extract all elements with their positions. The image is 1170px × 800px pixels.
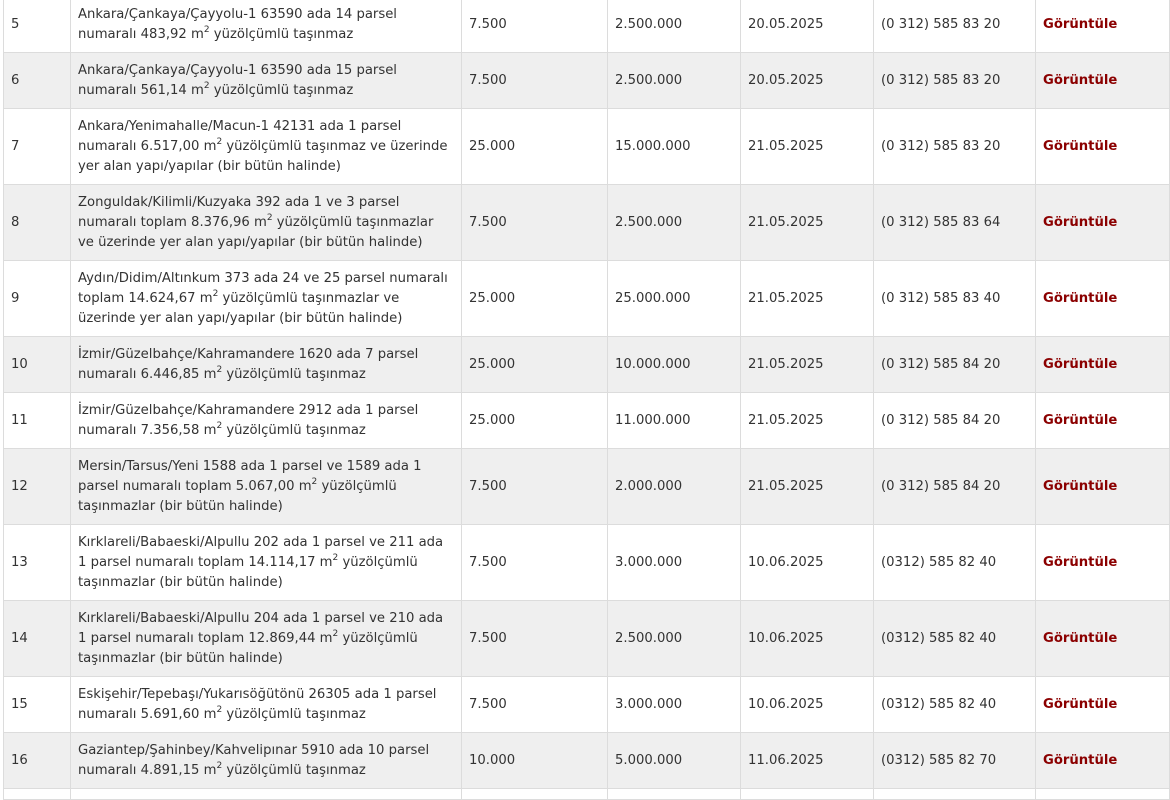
property-description <box>71 677 462 733</box>
superscript: 2 <box>311 476 318 487</box>
view-link[interactable]: Görüntüle <box>1043 630 1118 646</box>
deposit-amount: 10.000 <box>462 733 608 789</box>
table-row <box>4 53 1170 109</box>
table-row <box>4 601 1170 677</box>
superscript: 2 <box>332 552 339 563</box>
superscript: 2 <box>216 136 223 147</box>
view-link[interactable]: Görüntüle <box>1043 478 1118 494</box>
row-number: 6 <box>4 53 71 109</box>
description-text-rest: yüzölçümlü taşınmaz <box>209 83 354 98</box>
view-link[interactable]: Görüntüle <box>1043 138 1118 154</box>
description-text-rest: yüzölçümlü taşınmazlar (bir bütün halinde) <box>78 479 397 514</box>
estimated-value: 3.000.000 <box>608 525 741 601</box>
deposit-amount: 25.000 <box>462 393 608 449</box>
row-number: 14 <box>4 601 71 677</box>
description-text: İzmir/Güzelbahçe/Kahramandere 2912 ada 1 parsel numaralı 7.356,58 m <box>78 403 419 438</box>
deposit-amount: 7.500 <box>462 677 608 733</box>
deposit-amount: 7.500 <box>462 185 608 261</box>
description-text: Gaziantep/Şahinbey/Kahvelipınar 5910 ada 10 parsel numaralı 4.891,15 m <box>78 743 430 778</box>
view-cell <box>1036 449 1170 525</box>
superscript: 2 <box>203 80 210 91</box>
tender-date: 21.05.2025 <box>741 109 874 185</box>
estimated-value: 15.000.000 <box>608 109 741 185</box>
description-text-rest: yüzölçümlü taşınmazlar ve üzerinde yer alan yapı/yapılar (bir bütün halinde) <box>78 215 434 250</box>
estimated-value: 2.000.000 <box>608 449 741 525</box>
row-number: 11 <box>4 393 71 449</box>
table-row <box>4 733 1170 789</box>
phone-number: (0 312) 585 83 20 <box>874 109 1036 185</box>
description-text: Aydın/Didim/Altınkum 373 ada 24 ve 25 parsel numaralı toplam 14.624,67 m <box>78 271 448 306</box>
description-text: Kırklareli/Babaeski/Alpullu 202 ada 1 parsel ve 211 ada 1 parsel numaralı toplam 14.114,17 m <box>78 535 444 570</box>
superscript: 2 <box>203 24 210 35</box>
deposit-amount: 7.500 <box>462 601 608 677</box>
property-description <box>71 393 462 449</box>
view-cell <box>1036 337 1170 393</box>
estimated-value: 2.500.000 <box>608 0 741 53</box>
empty-cell <box>874 789 1036 800</box>
empty-cell <box>462 789 608 800</box>
view-link[interactable]: Görüntüle <box>1043 356 1118 372</box>
table-row <box>4 525 1170 601</box>
estimated-value: 3.000.000 <box>608 677 741 733</box>
superscript: 2 <box>332 628 339 639</box>
view-cell <box>1036 601 1170 677</box>
estimated-value: 10.000.000 <box>608 337 741 393</box>
row-number: 7 <box>4 109 71 185</box>
tender-date: 10.06.2025 <box>741 601 874 677</box>
table-body <box>4 0 1170 800</box>
estimated-value: 25.000.000 <box>608 261 741 337</box>
tender-date: 21.05.2025 <box>741 261 874 337</box>
superscript: 2 <box>212 288 219 299</box>
description-text-rest: yüzölçümlü taşınmaz <box>222 423 366 438</box>
description-text-rest: yüzölçümlü taşınmaz <box>222 707 366 722</box>
estimated-value: 11.000.000 <box>608 393 741 449</box>
table-row <box>4 185 1170 261</box>
description-text: Mersin/Tarsus/Yeni 1588 ada 1 parsel ve 1589 ada 1 parsel numaralı toplam 5.067,00 m <box>78 459 422 494</box>
phone-number: (0312) 585 82 40 <box>874 677 1036 733</box>
property-description <box>71 261 462 337</box>
row-number: 15 <box>4 677 71 733</box>
property-description <box>71 185 462 261</box>
property-description <box>71 601 462 677</box>
phone-number: (0 312) 585 84 20 <box>874 449 1036 525</box>
tender-date: 10.06.2025 <box>741 525 874 601</box>
description-text: Ankara/Çankaya/Çayyolu-1 63590 ada 14 parsel numaralı 483,92 m <box>78 7 397 42</box>
view-link[interactable]: Görüntüle <box>1043 72 1118 88</box>
row-number: 12 <box>4 449 71 525</box>
view-link[interactable]: Görüntüle <box>1043 554 1118 570</box>
phone-number: (0312) 585 82 70 <box>874 733 1036 789</box>
view-cell <box>1036 677 1170 733</box>
phone-number: (0 312) 585 83 20 <box>874 53 1036 109</box>
ihale-table <box>3 0 1170 800</box>
empty-cell <box>608 789 741 800</box>
superscript: 2 <box>216 760 223 771</box>
phone-number: (0 312) 585 83 20 <box>874 0 1036 53</box>
row-number: 9 <box>4 261 71 337</box>
table-row <box>4 677 1170 733</box>
view-link[interactable]: Görüntüle <box>1043 16 1118 32</box>
tender-date: 20.05.2025 <box>741 53 874 109</box>
tender-date: 20.05.2025 <box>741 0 874 53</box>
empty-cell <box>1036 789 1170 800</box>
phone-number: (0 312) 585 84 20 <box>874 393 1036 449</box>
view-link[interactable]: Görüntüle <box>1043 696 1118 712</box>
table-row <box>4 0 1170 53</box>
superscript: 2 <box>266 212 273 223</box>
row-number: 8 <box>4 185 71 261</box>
description-text: İzmir/Güzelbahçe/Kahramandere 1620 ada 7 parsel numaralı 6.446,85 m <box>78 347 419 382</box>
tender-date: 21.05.2025 <box>741 185 874 261</box>
view-cell <box>1036 0 1170 53</box>
description-text-rest: yüzölçümlü taşınmaz ve üzerinde yer alan yapı/yapılar (bir bütün halinde) <box>78 139 448 174</box>
deposit-amount: 25.000 <box>462 109 608 185</box>
phone-number: (0312) 585 82 40 <box>874 601 1036 677</box>
empty-cell <box>4 789 71 800</box>
tender-date: 21.05.2025 <box>741 393 874 449</box>
estimated-value: 5.000.000 <box>608 733 741 789</box>
view-cell <box>1036 733 1170 789</box>
property-description <box>71 733 462 789</box>
superscript: 2 <box>216 704 223 715</box>
deposit-amount: 7.500 <box>462 0 608 53</box>
description-text: Zonguldak/Kilimli/Kuzyaka 392 ada 1 ve 3 parsel numaralı toplam 8.376,96 m <box>78 195 400 230</box>
table-row <box>4 393 1170 449</box>
phone-number: (0 312) 585 84 20 <box>874 337 1036 393</box>
deposit-amount: 7.500 <box>462 53 608 109</box>
table-row-partial <box>4 789 1170 800</box>
view-link[interactable]: Görüntüle <box>1043 290 1118 306</box>
view-cell <box>1036 185 1170 261</box>
deposit-amount: 7.500 <box>462 449 608 525</box>
description-text-rest: yüzölçümlü taşınmaz <box>209 27 354 42</box>
deposit-amount: 25.000 <box>462 261 608 337</box>
property-description <box>71 449 462 525</box>
table-row <box>4 337 1170 393</box>
row-number: 10 <box>4 337 71 393</box>
empty-cell <box>71 789 462 800</box>
property-description <box>71 0 462 53</box>
description-text: Kırklareli/Babaeski/Alpullu 204 ada 1 parsel ve 210 ada 1 parsel numaralı toplam 12.869,44 m <box>78 611 444 646</box>
phone-number: (0 312) 585 83 64 <box>874 185 1036 261</box>
estimated-value: 2.500.000 <box>608 185 741 261</box>
view-cell <box>1036 393 1170 449</box>
estimated-value: 2.500.000 <box>608 53 741 109</box>
property-description <box>71 53 462 109</box>
deposit-amount: 25.000 <box>462 337 608 393</box>
row-number: 5 <box>4 0 71 53</box>
view-link[interactable]: Görüntüle <box>1043 412 1118 428</box>
description-text: Ankara/Yenimahalle/Macun-1 42131 ada 1 parsel numaralı 6.517,00 m <box>78 119 402 154</box>
tender-date: 10.06.2025 <box>741 677 874 733</box>
description-text-rest: yüzölçümlü taşınmazlar ve üzerinde yer alan yapı/yapılar (bir bütün halinde) <box>78 291 403 326</box>
tender-date: 21.05.2025 <box>741 337 874 393</box>
row-number: 13 <box>4 525 71 601</box>
description-text: Ankara/Çankaya/Çayyolu-1 63590 ada 15 parsel numaralı 561,14 m <box>78 63 397 98</box>
tender-date: 21.05.2025 <box>741 449 874 525</box>
table-row <box>4 261 1170 337</box>
description-text-rest: yüzölçümlü taşınmazlar (bir bütün halinde) <box>78 631 418 666</box>
description-text-rest: yüzölçümlü taşınmaz <box>222 763 366 778</box>
phone-number: (0312) 585 82 40 <box>874 525 1036 601</box>
view-cell <box>1036 53 1170 109</box>
estimated-value: 2.500.000 <box>608 601 741 677</box>
table-row <box>4 109 1170 185</box>
superscript: 2 <box>216 364 223 375</box>
description-text: Eskişehir/Tepebaşı/Yukarısöğütönü 26305 ada 1 parsel numaralı 5.691,60 m <box>78 687 437 722</box>
property-description <box>71 337 462 393</box>
view-cell <box>1036 109 1170 185</box>
property-description <box>71 109 462 185</box>
superscript: 2 <box>216 420 223 431</box>
row-number: 16 <box>4 733 71 789</box>
view-cell <box>1036 261 1170 337</box>
view-cell <box>1036 525 1170 601</box>
description-text-rest: yüzölçümlü taşınmaz <box>222 367 366 382</box>
empty-cell <box>741 789 874 800</box>
view-link[interactable]: Görüntüle <box>1043 214 1118 230</box>
tender-date: 11.06.2025 <box>741 733 874 789</box>
property-description <box>71 525 462 601</box>
description-text-rest: yüzölçümlü taşınmazlar (bir bütün halinde) <box>78 555 418 590</box>
phone-number: (0 312) 585 83 40 <box>874 261 1036 337</box>
deposit-amount: 7.500 <box>462 525 608 601</box>
view-link[interactable]: Görüntüle <box>1043 752 1118 768</box>
table-row <box>4 449 1170 525</box>
